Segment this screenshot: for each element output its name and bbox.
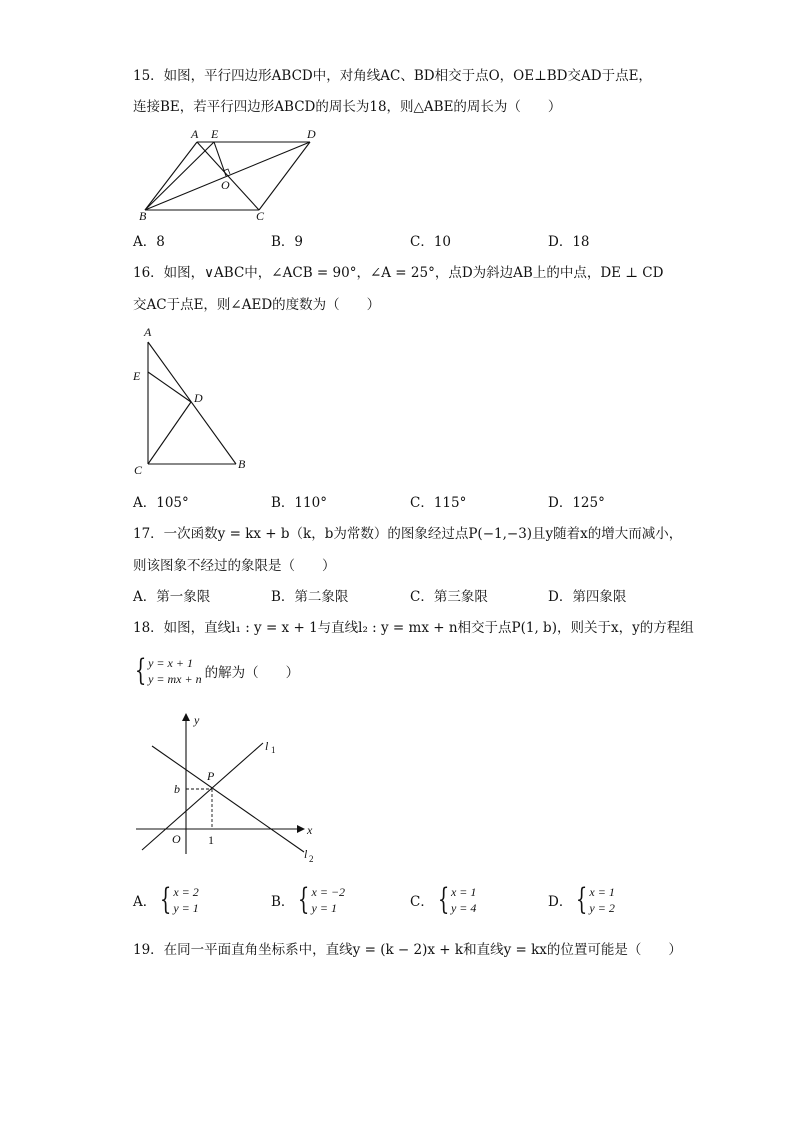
segment-DE [148,372,191,402]
system-row-2: y = mx + n [148,672,202,686]
line-l1 [142,743,263,850]
label-O: O [172,832,181,846]
q15-parallelogram-figure [135,122,325,224]
q15-option-c[interactable]: C．10 [410,234,452,250]
segment-BE [145,142,214,210]
q18-equation-system [131,655,299,687]
q16-text-line2: 交AC于点E，则∠AED的度数为（ ） [133,297,381,313]
option-letter: B． [271,894,295,910]
diagonal-BD [145,142,310,210]
q17-option-d[interactable]: D．第四象限 [548,589,627,605]
brace-icon: { [134,653,147,688]
q16-text-line1: 16．如图，∨ABC中，∠ACB = 90°，∠A = 25°，点D为斜边AB上的中点，DE ⊥ CD [133,265,664,281]
option-row-x: x = 1 [450,885,477,899]
label-A: A [144,325,152,339]
q15-text-line2: 连接BE，若平行四边形ABCD的周长为18，则△ABE的周长为（ ） [133,99,562,115]
label-D: D [194,391,203,405]
label-E: E [211,127,219,141]
option-letter: D． [548,894,573,910]
label-l2-sub: 2 [309,854,314,864]
system-row-1: y = x + 1 [148,656,193,670]
q17-option-b[interactable]: B．第二象限 [271,589,349,605]
brace-icon: { [160,882,172,917]
q18-text-line1: 18．如图，直线l₁ : y = x + 1与直线l₂ : y = mx + n相交于点P(1, b)，则关于x，y的方程组 [133,620,694,636]
option-row-x: x = 2 [173,885,199,899]
q18-option-a[interactable] [133,884,199,916]
q17-text-line1: 17．一次函数y = kx + b（k，b为常数）的图象经过点P(−1,−3)且y随着x的增大而减小， [133,526,683,542]
q18-coordinate-figure [132,708,322,870]
q18-option-c[interactable] [410,884,476,916]
q16-option-a[interactable]: A．105° [133,495,189,511]
q15-text-line1: 15．如图，平行四边形ABCD中，对角线AC、BD相交于点O，OE⊥BD交AD于点E， [133,68,652,84]
q18-option-d[interactable] [548,884,615,916]
q16-option-d[interactable]: D．125° [548,495,605,511]
option-letter: C． [410,894,434,910]
q15-option-b[interactable]: B．9 [271,234,304,250]
label-x: x [307,823,313,837]
q18-option-b[interactable] [271,884,345,916]
label-y: y [194,713,200,727]
q17-option-c[interactable]: C．第三象限 [410,589,488,605]
q16-option-c[interactable]: C．115° [410,495,467,511]
q15-option-a[interactable]: A．8 [133,234,165,250]
label-E: E [133,369,141,383]
label-O: O [221,178,230,192]
q19-text-line1: 19．在同一平面直角坐标系中，直线y = (k − 2)x + k和直线y = kx的位置可能是（ ） [133,942,682,958]
label-B: B [238,457,246,471]
option-letter: A． [133,894,157,910]
label-b: b [174,782,180,796]
label-A: A [191,127,199,141]
q17-text-line2: 则该图象不经过的象限是（ ） [133,558,336,574]
q15-option-d[interactable]: D．18 [548,234,590,250]
q18-text-line2: 的解为（ ） [204,665,300,681]
option-row-y: y = 4 [450,901,477,915]
label-C: C [256,209,265,223]
brace-icon: { [437,882,450,917]
option-row-x: x = 1 [589,885,615,899]
label-C: C [134,463,143,477]
q17-option-a[interactable]: A．第一象限 [133,589,211,605]
option-row-y: y = 2 [589,901,615,915]
label-l1: l [265,739,269,753]
label-P: P [207,769,215,783]
option-row-y: y = 1 [173,901,199,915]
q16-triangle-figure [128,322,258,477]
brace-icon: { [576,882,588,917]
label-1: 1 [208,833,214,847]
q16-option-b[interactable]: B．110° [271,495,327,511]
label-l2: l [304,847,308,861]
label-l1-sub: 1 [271,745,276,755]
label-D: D [307,127,316,141]
brace-icon: { [298,882,310,917]
label-B: B [139,209,147,223]
option-row-y: y = 1 [311,901,337,915]
segment-CD [148,402,191,464]
option-row-x: x = −2 [311,885,346,899]
